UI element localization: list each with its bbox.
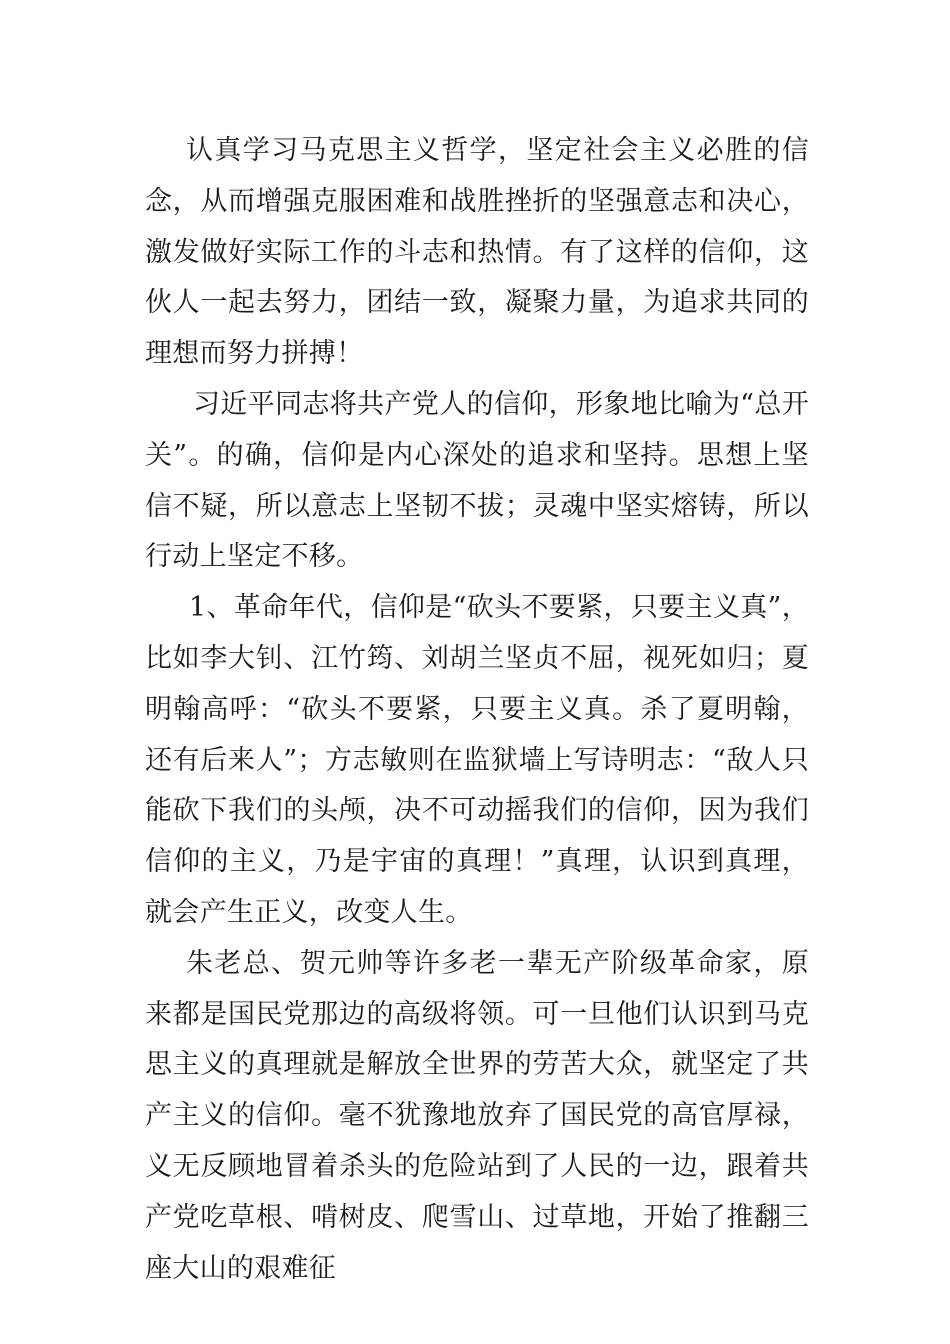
paragraph-revolutionary-elders: 朱老总、贺元帅等许多老一辈无产阶级革命家，原来都是国民党那边的高级将领。可一旦他们认识到马克思主义的真理就是解放全世界的劳苦大众，就坚定了共产主义的信仰。毫不犹豫地放弃了国民党的高官厚禄，义无反顾地冒着杀头的危险站到了人民的一边，跟着共产党吃草根、啃树皮、爬雪山、过草地，开始了推翻三座大山的艰难征 (145, 947, 809, 1284)
paragraph-belief-marxism: 认真学习马克思主义哲学，坚定社会主义必胜的信念，从而增强克服困难和战胜挫折的坚强意志和决心，激发做好实际工作的斗志和热情。有了这样的信仰，这伙人一起去努力，团结一致，凝聚力量，为追求共同的理想而努力拼搏！ (145, 135, 809, 370)
paragraph-master-switch: 习近平同志将共产党人的信仰，形象地比喻为“总开关”。的确，信仰是内心深处的追求和坚持。思想上坚信不疑，所以意志上坚韧不拔；灵魂中坚实熔铸，所以行动上坚定不移。 (145, 388, 809, 573)
document-body (145, 126, 809, 1294)
paragraph-revolutionary-era: 1、革命年代，信仰是“砍头不要紧，只要主义真”，比如李大钊、江竹筠、刘胡兰坚贞不屈，视死如归；夏明翰高呼：“砍头不要紧，只要主义真。杀了夏明翰，还有后来人”；方志敏则在监狱墙上写诗明志：“敌人只能砍下我们的头颅，决不可动摇我们的信仰，因为我们信仰的主义，乃是宇宙的真理！”真理，认识到真理，就会产生正义，改变人生。 (145, 592, 809, 928)
